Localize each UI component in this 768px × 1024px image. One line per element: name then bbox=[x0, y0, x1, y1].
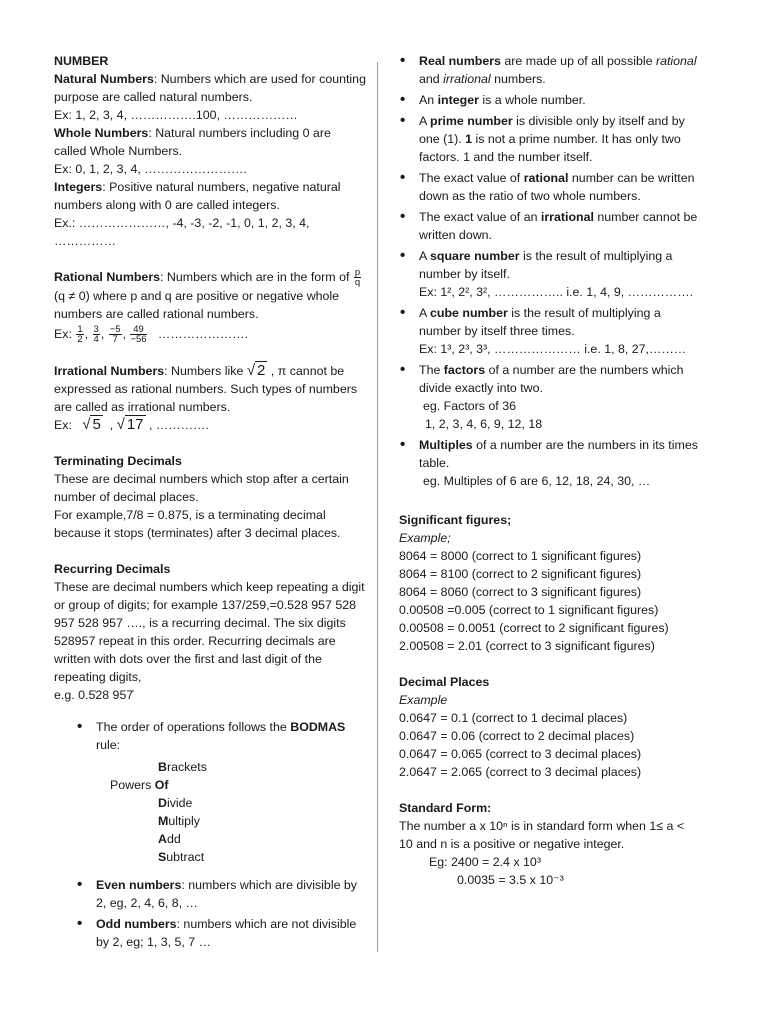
decimal-line: 0.0647 = 0.065 (correct to 3 decimal places) bbox=[399, 747, 642, 761]
whole-numbers-example: Ex: 0, 1, 2, 3, 4, ……………………. bbox=[54, 162, 247, 176]
odd-numbers-bullet: • Odd numbers: numbers which are not divisible by 2, eg; 1, 3, 5, 7 … bbox=[76, 915, 366, 951]
fraction-p-over-q: $\frac{p}{q}$ bbox=[354, 267, 361, 289]
terminating-decimals-example: For example,7/8 = 0.875, is a terminating decimal because it stops (terminates) after 3 decimal places. bbox=[54, 508, 341, 541]
decimal-places-heading: Decimal Places bbox=[399, 675, 490, 689]
square-number-bullet: • A square number is the result of multiplying a number by itself. Ex: 1², 2², 3², …………….. i.e. 1, 4, 9, ……………. bbox=[399, 247, 699, 301]
multiples-bullet: • Multiples of a number are the numbers in its times table. eg. Multiples of 6 are 6, 12, 18, 24, 30, … bbox=[399, 436, 699, 490]
integers-def: Integers: Positive natural numbers, negative natural numbers along with 0 are called integers. bbox=[54, 180, 341, 212]
integers-example: Ex.: …………………, -4, -3, -2, -1, 0, 1, 2, 3, 4, …………… bbox=[54, 216, 310, 248]
whole-numbers-term: Whole Numbers bbox=[54, 126, 149, 140]
prime-number-bullet: • A prime number is divisible only by itself and by one (1). 1 is not a prime number. It has only two factors. 1 and the number itself. bbox=[399, 112, 699, 166]
terminating-decimals-body: These are decimal numbers which stop after a certain number of decimal places. bbox=[54, 472, 349, 505]
definitions-list bbox=[399, 52, 699, 490]
irrational-numbers-term: Irrational Numbers bbox=[54, 364, 165, 379]
sigfig-line: 8064 = 8100 (correct to 2 significant figures) bbox=[399, 567, 642, 581]
sqrt-2: √ 2 bbox=[246, 362, 266, 380]
bodmas-line-divide: Divide bbox=[158, 796, 193, 811]
rational-numbers-def: Rational Numbers: Numbers which are in the form of $\frac{p}{q}$ (q ≠ 0) where p and q are positive or negative whole numbers are called rational numbers. bbox=[54, 267, 361, 322]
significant-figures-heading: Significant figures; bbox=[399, 513, 512, 527]
standard-form-body: The number a x 10ⁿ is in standard form when 1≤ a < 10 and n is a positive or negative integer. bbox=[399, 819, 685, 851]
sqrt-5: √ 5 bbox=[82, 416, 101, 434]
terminating-decimals-heading: Terminating Decimals bbox=[54, 454, 182, 469]
bodmas-lines bbox=[96, 758, 366, 866]
rational-numbers-example: Ex: $\frac{1}{2}$ , $\frac{3}{4}$ , $\frac{-5}{7}$ , $\frac{49}{-56}$ …………………. bbox=[54, 324, 249, 346]
recurring-decimals-heading: Recurring Decimals bbox=[54, 562, 171, 577]
factors-bullet: • The factors of a number are the numbers which divide exactly into two. eg. Factors of 36 1, 2, 3, 4, 6, 9, 12, 18 bbox=[399, 361, 699, 433]
standard-form-example-2: 0.0035 = 3.5 x 10⁻³ bbox=[457, 873, 564, 887]
natural-numbers-def: Natural Numbers: Numbers which are used for counting purpose are called natural numbers. bbox=[54, 72, 366, 104]
integer-bullet: • An integer is a whole number. bbox=[399, 91, 699, 109]
real-numbers-bullet: • Real numbers are made up of all possible rational and irrational numbers. bbox=[399, 52, 699, 88]
bodmas-bullet: • The order of operations follows the BODMAS rule: Brackets Powers Of Divide Multiply Add Subtract bbox=[76, 718, 366, 866]
fraction-example-1: $\frac{1}{2}$ bbox=[77, 324, 83, 346]
natural-numbers-term: Natural Numbers bbox=[54, 72, 154, 86]
fraction-example-4: $\frac{49}{-56}$ bbox=[130, 324, 147, 346]
standard-form-heading: Standard Form: bbox=[399, 801, 492, 815]
fraction-example-2: $\frac{3}{4}$ bbox=[93, 324, 99, 346]
decimal-places-subheading: Example bbox=[399, 693, 448, 707]
integers-term: Integers bbox=[54, 180, 103, 194]
bodmas-line-add: Add bbox=[158, 832, 181, 847]
bodmas-line-powers: Powers Of bbox=[110, 778, 169, 793]
standard-form-example-1: Eg: 2400 = 2.4 x 10³ bbox=[429, 855, 541, 869]
bodmas-list bbox=[54, 718, 366, 951]
natural-numbers-example: Ex: 1, 2, 3, 4, …………….100, ……………… bbox=[54, 108, 298, 122]
whole-numbers-def: Whole Numbers: Natural numbers including 0 are called Whole Numbers. bbox=[54, 126, 331, 158]
even-numbers-bullet: • Even numbers: numbers which are divisible by 2, eg, 2, 4, 6, 8, … bbox=[76, 876, 366, 912]
bodmas-line-brackets: Brackets bbox=[158, 760, 207, 775]
irrational-exact-bullet: • The exact value of an irrational number cannot be written down. bbox=[399, 208, 699, 244]
recurring-decimals-body: These are decimal numbers which keep repeating a digit or group of digits; for example 137/259,=0.528 957 528 957 528 957 …., is a recurring decimal. The six digits 528957 repeat in this order. Recurring decimals are written with dots over the first and last digit of the repeating digits, bbox=[54, 580, 365, 685]
left-column bbox=[54, 52, 366, 954]
fraction-example-3: $\frac{-5}{7}$ bbox=[109, 324, 121, 346]
irrational-numbers-def: Irrational Numbers: Numbers like √ 2 , π cannot be expressed as rational numbers. Such types of numbers are called as irrational numbers. bbox=[54, 362, 358, 415]
significant-figures-subheading: Example; bbox=[399, 531, 451, 545]
cube-number-bullet: • A cube number is the result of multiplying a number by itself three times. Ex: 1³, 2³, 3³, ………………… i.e. 1, 8, 27,……… bbox=[399, 304, 699, 358]
sigfig-line: 0.00508 =0.005 (correct to 1 significant figures) bbox=[399, 603, 659, 617]
recurring-decimals-example: e.g. 0.5̇28 957̇ bbox=[54, 688, 134, 703]
sigfig-line: 2.00508 = 2.01 (correct to 3 significant figures) bbox=[399, 639, 655, 653]
rational-exact-bullet: • The exact value of rational number can be written down as the ratio of two whole numbers. bbox=[399, 169, 699, 205]
irrational-numbers-example: Ex: √ 5 , √ 17 , …………. bbox=[54, 416, 209, 434]
section-heading-number: NUMBER bbox=[54, 54, 109, 68]
bodmas-line-subtract: Subtract bbox=[158, 850, 205, 865]
decimal-line: 0.0647 = 0.1 (correct to 1 decimal places) bbox=[399, 711, 628, 725]
bodmas-line-multiply: Multiply bbox=[158, 814, 201, 829]
sigfig-line: 0.00508 = 0.0051 (correct to 2 significant figures) bbox=[399, 621, 669, 635]
right-column bbox=[399, 52, 699, 889]
rational-numbers-term: Rational Numbers bbox=[54, 270, 161, 284]
sqrt-17: √ 17 bbox=[116, 416, 144, 434]
sigfig-line: 8064 = 8000 (correct to 1 significant figures) bbox=[399, 549, 642, 563]
decimal-line: 2.0647 = 2.065 (correct to 3 decimal places) bbox=[399, 765, 642, 779]
decimal-line: 0.0647 = 0.06 (correct to 2 decimal places) bbox=[399, 729, 635, 743]
column-divider bbox=[377, 62, 378, 952]
sigfig-line: 8064 = 8060 (correct to 3 significant figures) bbox=[399, 585, 642, 599]
